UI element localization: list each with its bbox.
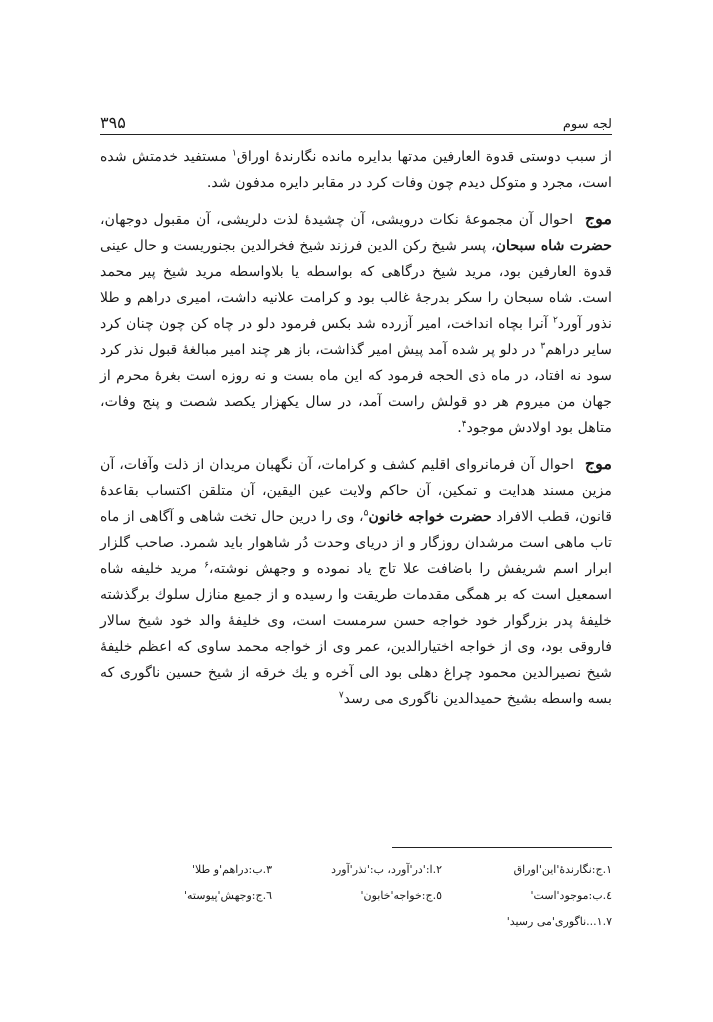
footnote-marker: ۳ <box>540 341 546 352</box>
text-run: ، پسر شیخ رکن الدین فرزند شیخ فخرالدین بجنوریست و حال عینی قدوة العارفین بود، مرید شیخ درگاهی که بواسطه یا بلاواسطه مرید شیخ پیر محمد است. شاه سبحان را سکر بدرجهٔ غالب بود و کرامت علانیه داشت، امیری دراهم و طلا نذور آورد <box>100 238 612 332</box>
paragraph-1 <box>100 144 612 196</box>
footnote-2: ٢.ا:'در'آورد، ب:'نذر'آورد <box>331 862 442 876</box>
page-number: ۳۹۵ <box>100 113 126 132</box>
text-run: احوال آن فرمانروای اقلیم کشف و کرامات، آن نگهبان مریدان از ذلت وآفات، آن مزین مسند هدایت و تمکین، آن حاکم ولایت عین الیقین، آن متلقن اکتساب بقاعدهٔ قانون، قطب الافراد <box>100 457 612 525</box>
emphasized-name: حضرت خواجه خانون <box>368 509 492 525</box>
text-run: از سبب دوستی قدوة العارفین مدتها بدایره مانده نگارندهٔ اوراق <box>236 149 612 165</box>
section-keyword: موج <box>584 454 612 473</box>
footnote-1: ١.ج:نگارندهٔ'این'اوراق <box>513 862 612 876</box>
chapter-title: لجه سوم <box>562 117 612 132</box>
text-run: مستفید خدمتش شده است، مجرد و متوکل دیدم چون وفات کرد در مقابر دایره مدفون شد. <box>100 149 612 191</box>
footnote-marker: ۷ <box>338 690 344 701</box>
footnotes <box>100 856 612 934</box>
footnote-rule <box>392 847 612 848</box>
text-run: مرید خلیفه شاه اسمعیل است که بر همگی مقدمات طریقت وا رسیده و از جمیع منازل سلوك برگذشته خلیفهٔ پدر بزرگوار خود خواجه حسن سرمست است، وی خلیفهٔ والد خود شیخ سالار فاروقی بود، وی از خواجه اختیارالدین، عمر وی از خواجه محمد ساوی که اعظم خلیفهٔ شیخ نصیرالدین محمود چراغ دهلی بود الی آخره و یك خرقه از شیخ حسین ناگوری که بسه واسطه بشیخ حمیدالدین ناگوری می رسد <box>100 561 612 707</box>
text-run: آنرا بچاه انداخت، امیر آزرده شد بکس فرمود دلو در چاه کن چون چنان کرد سایر دراهم <box>100 316 612 358</box>
footnote-marker: ۶ <box>204 560 209 571</box>
paragraph-2 <box>100 206 612 441</box>
footnote-6: ٦.ج:وجهش'پیوسته' <box>184 888 272 902</box>
paragraph-3 <box>100 451 612 712</box>
main-text <box>100 144 612 712</box>
footnote-marker: ۴ <box>461 419 467 430</box>
footnote-row <box>100 856 612 882</box>
running-header <box>100 106 612 132</box>
footnote-row <box>100 908 612 934</box>
text-run: احوال آن مجموعهٔ نکات درویشی، آن چشیدهٔ لذت دلریشی، آن مقبول دوجهان، <box>100 212 579 228</box>
footnote-3: ٣.ب:دراهم'و طلا' <box>191 862 272 876</box>
footnote-4: ٤.ب:موجود'است' <box>530 888 612 902</box>
footnote-marker: ۱ <box>232 148 237 159</box>
header-rule <box>100 134 612 135</box>
emphasized-name: حضرت شاه سبحان <box>495 238 612 254</box>
section-keyword: موج <box>584 209 612 228</box>
footnote-5: ٥.ج:خواجه'خابون' <box>360 888 442 902</box>
footnote-row <box>100 882 612 908</box>
text-run: . <box>457 420 462 436</box>
text-run: ، وی را درین حال تخت شاهی و آگاهی از ماه تاب ماهی است مرشدان روزگار و از دریای وحدت دُر شاهوار باید شمرد. صاحب گلزار ابرار اسم شریفش را باضافت علا تاج یاد نموده و وجهش نوشته، <box>99 509 612 577</box>
text-run: در دلو پر شده آمد پیش امیر گذاشت، باز هر چند امیر مبالغهٔ قبول نذر کرد سود نه افتاد، در ماه ذی الحجه فرمود که این ماه بست و نه روزه است بغرهٔ محرم از جهان من میروم هر دو قولش راست آمد، در سال یکهزار یکصد شصت و پنج وفات، متاهل بود اولادش موجود <box>100 342 612 436</box>
footnote-marker: ۵ <box>363 508 369 519</box>
footnote-marker: ۲ <box>552 315 558 326</box>
footnote-7: ١.٧...ناگوری'می رسید' <box>506 914 612 928</box>
